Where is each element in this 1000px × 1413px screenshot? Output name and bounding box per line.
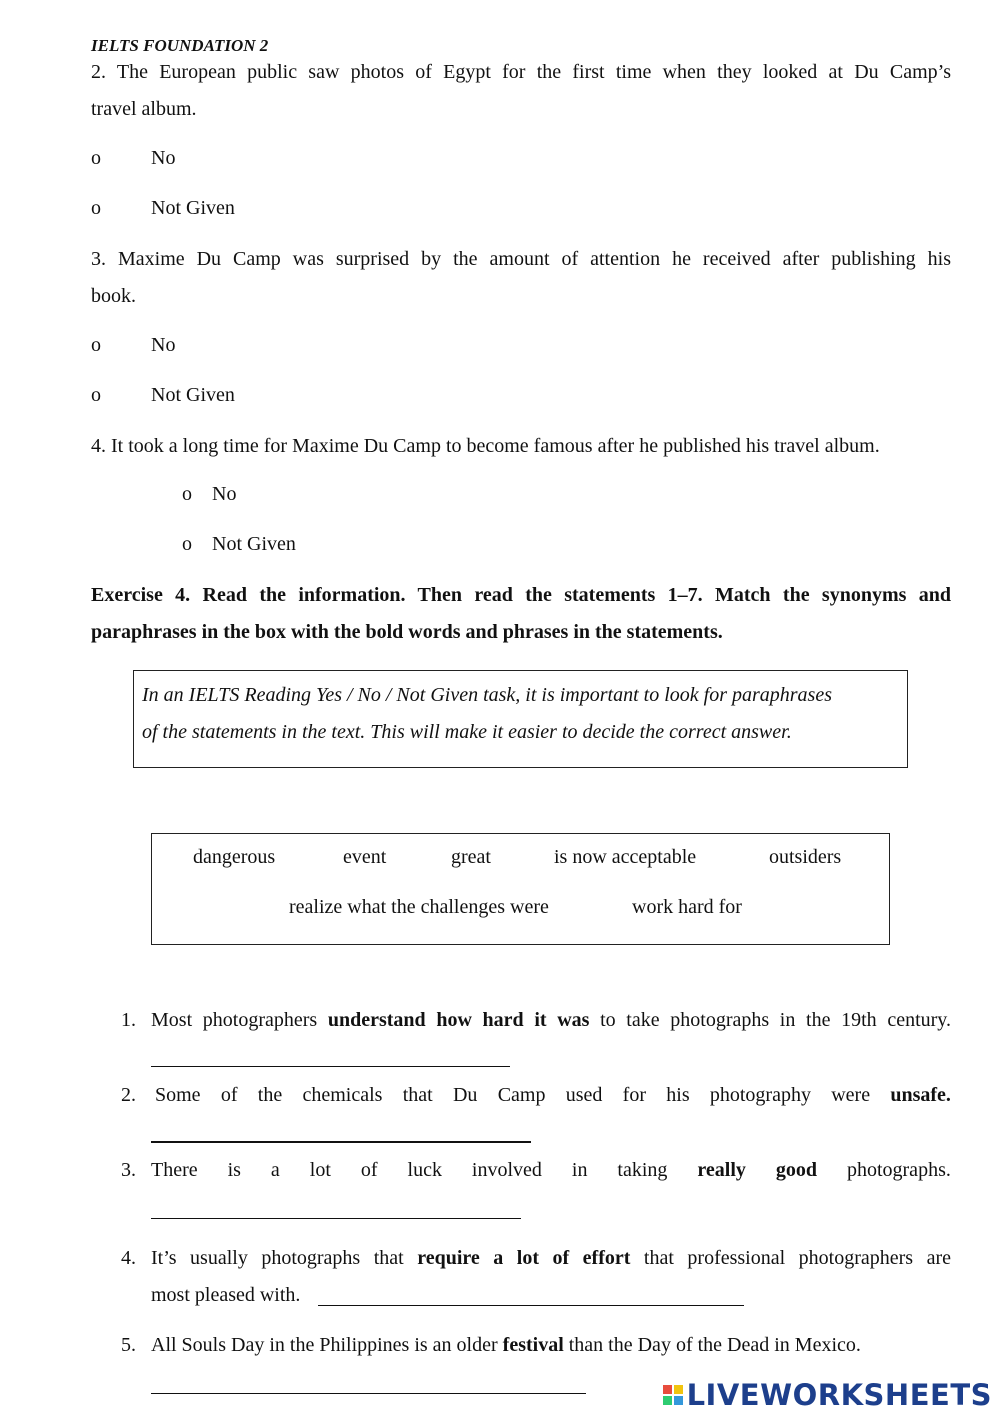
answer-blank-3[interactable]: [151, 1218, 521, 1219]
word: of: [220, 1084, 238, 1106]
word-great: great: [451, 846, 491, 868]
word: his: [666, 1084, 690, 1106]
q3-option-not-given[interactable]: [91, 384, 235, 407]
statement-text: than the Day of the Dead in Mexico.: [563, 1334, 861, 1356]
statement-number: 1.: [121, 1009, 136, 1031]
option-label: Not Given: [151, 384, 235, 406]
option-label: No: [151, 147, 176, 169]
liveworksheets-logo[interactable]: [663, 1378, 992, 1412]
q2-option-not-given[interactable]: [91, 197, 235, 220]
word: taking: [617, 1159, 668, 1181]
question-3: [91, 241, 951, 315]
option-label: No: [212, 483, 237, 505]
word-outsiders: outsiders: [769, 846, 842, 868]
statement-number: 3.: [121, 1159, 136, 1181]
statement-bold-phrase: really: [697, 1159, 746, 1181]
statement-2: [121, 1077, 951, 1114]
statement-1: [121, 1002, 951, 1039]
question-2-line2: travel album.: [91, 98, 197, 120]
q4-option-no[interactable]: [182, 483, 236, 506]
word-work-hard-for: work hard for: [632, 896, 742, 918]
word: Some: [155, 1084, 201, 1106]
info-line1: In an IELTS Reading Yes / No / Not Given task, it is important to look for paraphrases: [142, 684, 832, 706]
exercise-line1: Exercise 4. Read the information. Then read the statements 1–7. Match the synonyms and: [91, 584, 951, 606]
statement-bold-phrase: good: [775, 1159, 817, 1181]
word: photographs.: [846, 1159, 951, 1181]
q2-option-no[interactable]: [91, 147, 175, 170]
word: in: [571, 1159, 588, 1181]
word: that: [402, 1084, 433, 1106]
question-3-line1: 3. Maxime Du Camp was surprised by the amount of attention he received after publishing his: [91, 248, 951, 270]
word: There: [151, 1159, 198, 1181]
word: photography: [709, 1084, 811, 1106]
word: a: [270, 1159, 280, 1181]
radio-bullet-icon[interactable]: o: [91, 147, 101, 169]
radio-bullet-icon[interactable]: o: [182, 483, 192, 505]
statement-bold-phrase: require a lot of effort: [417, 1247, 631, 1269]
statement-number: 5.: [121, 1334, 136, 1356]
answer-blank-2[interactable]: [151, 1141, 531, 1143]
word-is-now-acceptable: is now acceptable: [554, 846, 697, 868]
answer-blank-5[interactable]: [151, 1393, 586, 1394]
answer-blank-1[interactable]: [151, 1066, 510, 1067]
word: chemicals: [302, 1084, 383, 1106]
statement-5: [121, 1327, 951, 1364]
exercise-4-instructions: [91, 577, 951, 651]
question-2-line1: 2. The European public saw photos of Egypt for the first time when they looked at Du Camp’s: [91, 61, 951, 83]
radio-bullet-icon[interactable]: o: [91, 197, 101, 219]
word: involved: [471, 1159, 542, 1181]
word-realize-challenges: realize what the challenges were: [289, 896, 549, 918]
statement-number: 2.: [121, 1084, 136, 1106]
word: Camp: [497, 1084, 546, 1106]
word-event: event: [343, 846, 387, 868]
statement-3: [121, 1152, 951, 1189]
option-label: No: [151, 334, 176, 356]
word: of: [360, 1159, 378, 1181]
statement-text: most pleased with.: [151, 1284, 301, 1306]
word: lot: [309, 1159, 331, 1181]
option-label: Not Given: [151, 197, 235, 219]
statement-4: [121, 1240, 951, 1314]
word: were: [831, 1084, 871, 1106]
question-2: [91, 54, 951, 128]
radio-bullet-icon[interactable]: o: [182, 533, 192, 555]
radio-bullet-icon[interactable]: o: [91, 334, 101, 356]
statement-text: It’s usually photographs that: [151, 1247, 418, 1269]
statement-text: to take photographs in the 19th century.: [589, 1009, 951, 1031]
word: for: [622, 1084, 646, 1106]
info-line2: of the statements in the text. This will make it easier to decide the correct answer.: [142, 721, 792, 743]
statement-text: All Souls Day in the Philippines is an older: [151, 1334, 503, 1356]
logo-text: LIVEWORKSHEETS: [686, 1378, 992, 1412]
radio-bullet-icon[interactable]: o: [91, 384, 101, 406]
answer-blank-4[interactable]: [318, 1305, 744, 1306]
question-4: 4. It took a long time for Maxime Du Camp to become famous after he published his travel album.: [91, 435, 880, 457]
word: used: [565, 1084, 603, 1106]
word: Du: [452, 1084, 478, 1106]
word: is: [227, 1159, 241, 1181]
statement-bold-phrase: unsafe.: [890, 1084, 951, 1106]
exercise-line2: paraphrases in the box with the bold words and phrases in the statements.: [91, 621, 723, 643]
option-label: Not Given: [212, 533, 296, 555]
statement-text: that professional photographers are: [630, 1247, 951, 1269]
question-3-line2: book.: [91, 285, 136, 307]
word: the: [257, 1084, 283, 1106]
liveworksheets-logo-icon: [663, 1385, 683, 1405]
info-text: [142, 677, 902, 751]
statement-text: Most photographers: [151, 1009, 328, 1031]
statement-number: 4.: [121, 1247, 136, 1269]
word: luck: [407, 1159, 442, 1181]
statement-bold-phrase: festival: [502, 1334, 564, 1356]
statement-bold-phrase: understand how hard it was: [327, 1009, 590, 1031]
document-header: IELTS FOUNDATION 2: [91, 36, 269, 55]
q4-option-not-given[interactable]: [182, 533, 296, 556]
word-dangerous: dangerous: [193, 846, 276, 868]
q3-option-no[interactable]: [91, 334, 175, 357]
